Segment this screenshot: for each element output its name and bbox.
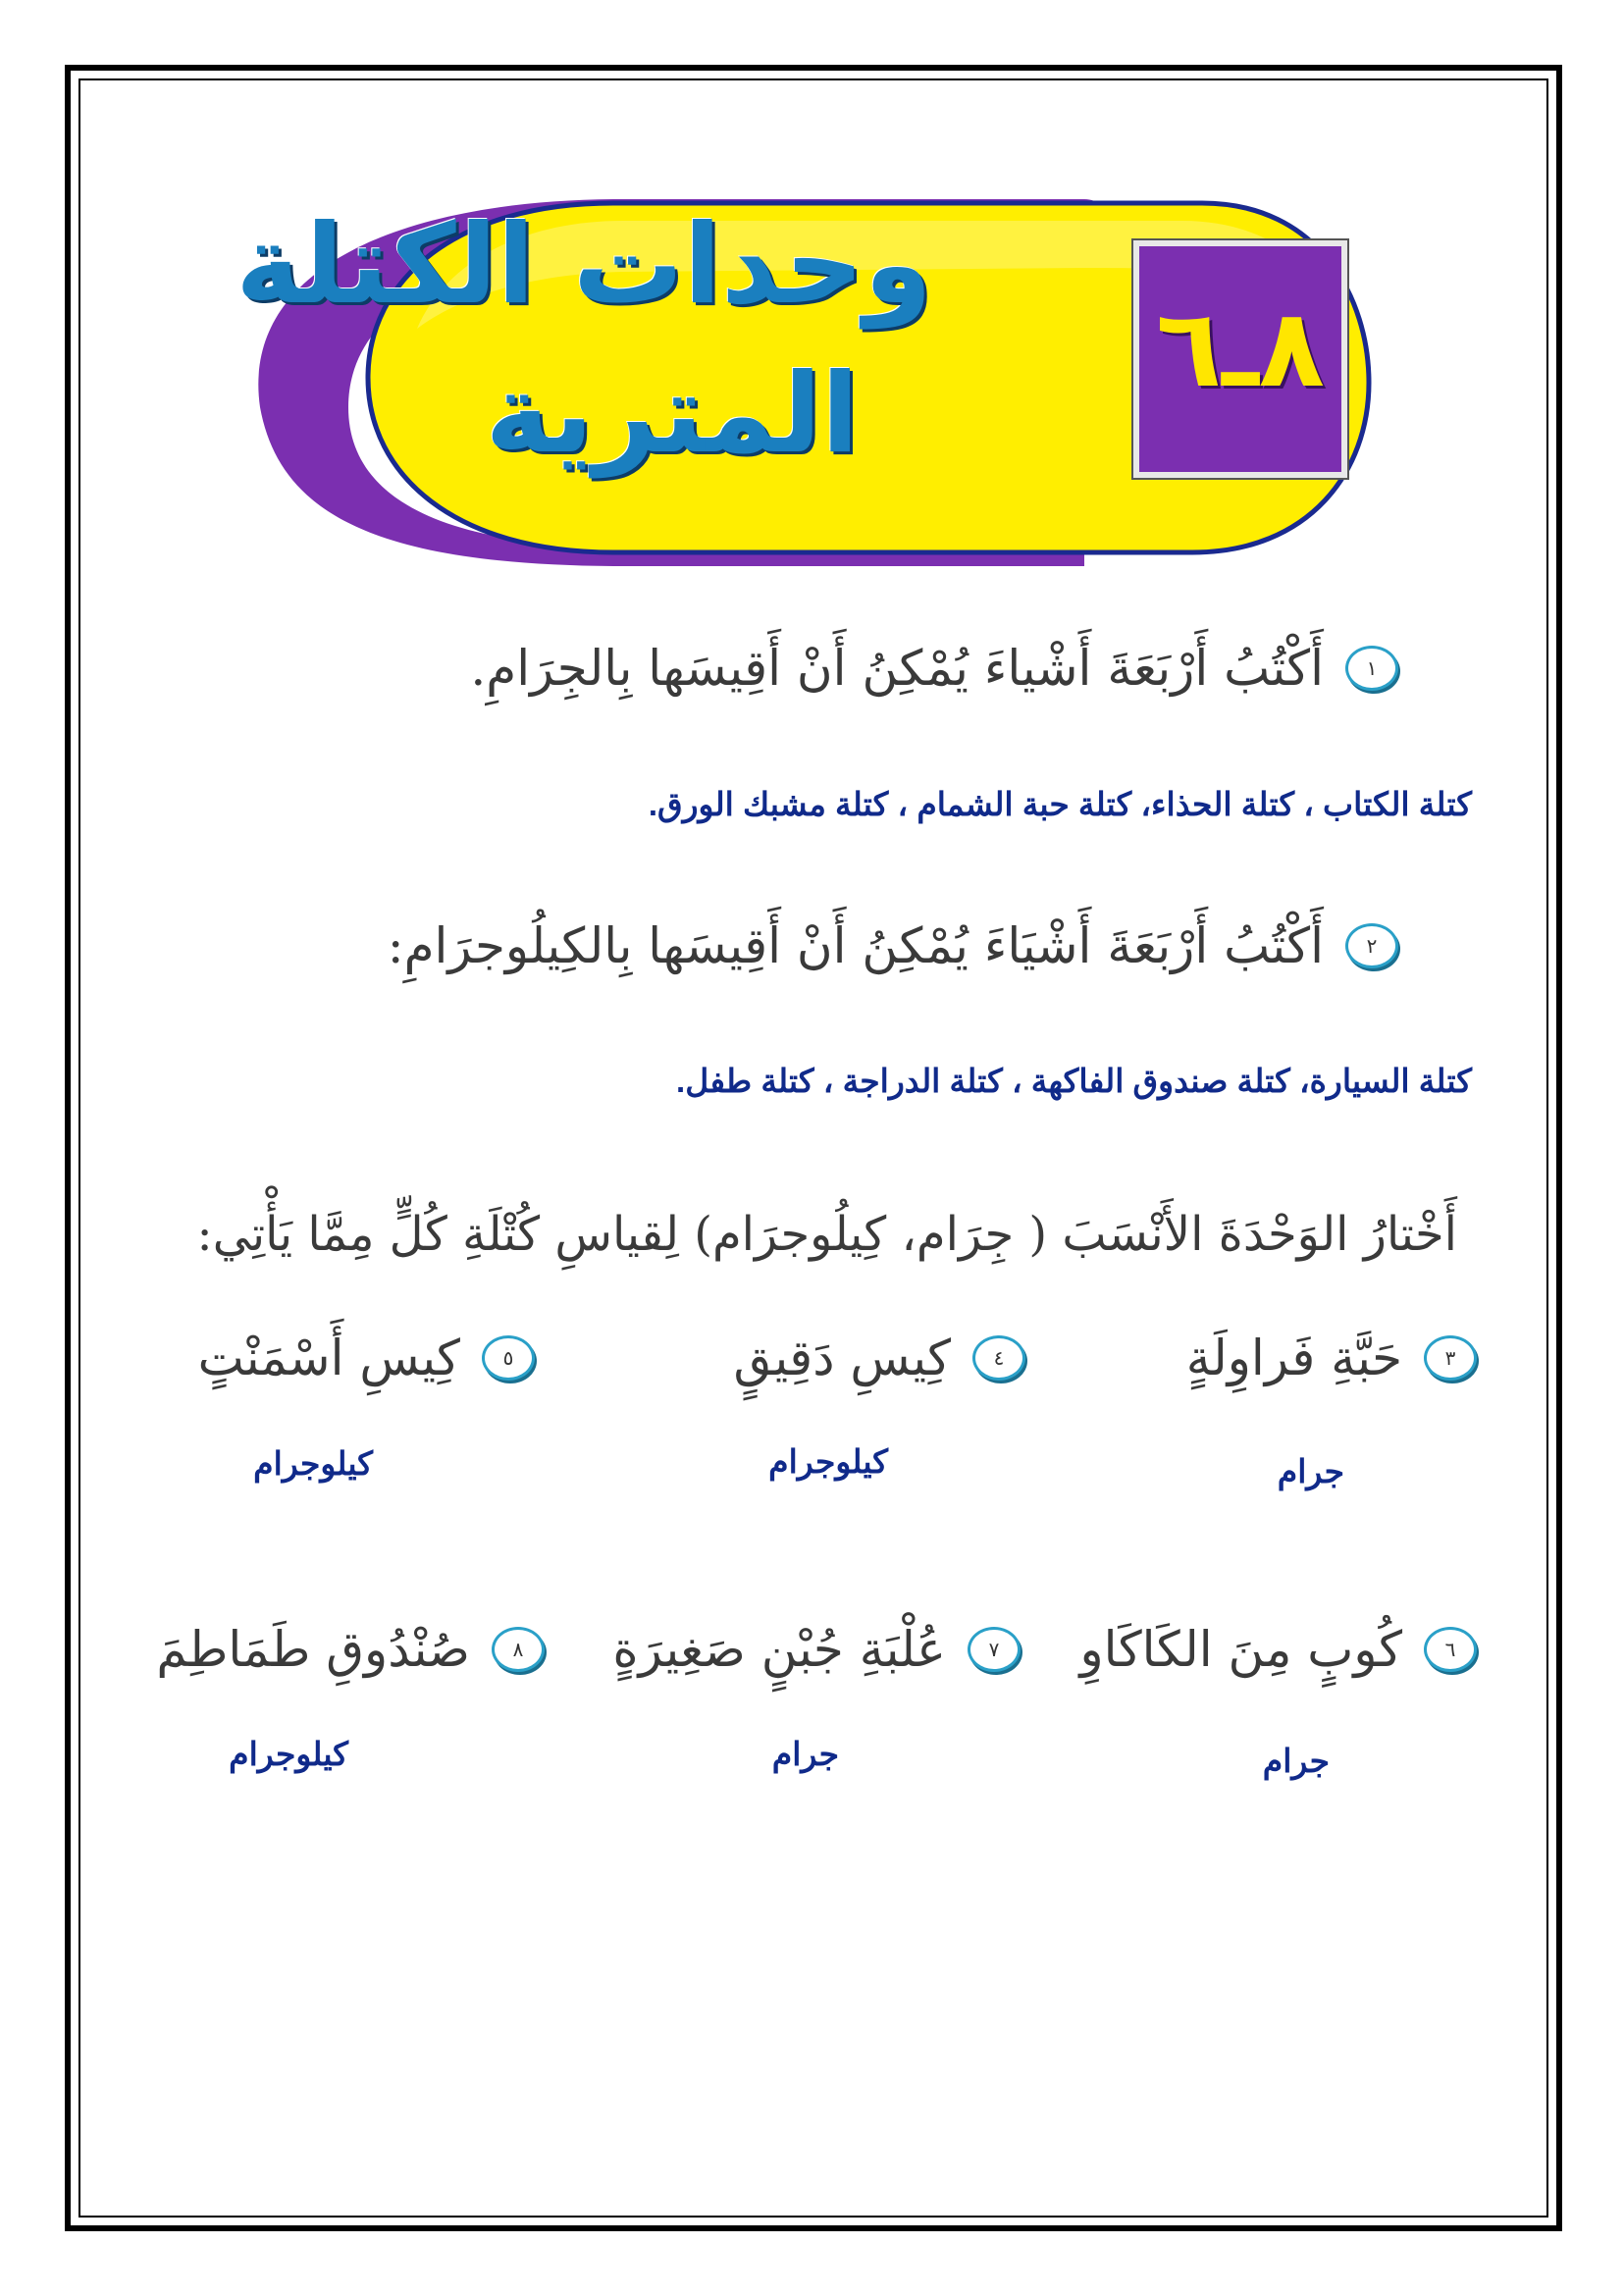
question-1 bbox=[470, 640, 1398, 697]
lesson-title-line-2: المترية bbox=[485, 350, 860, 478]
item-3 bbox=[1186, 1330, 1477, 1386]
question-2 bbox=[388, 917, 1398, 974]
item-number-badge: ٤ bbox=[972, 1335, 1025, 1381]
item-text: كِيسِ أَسْمَنْتٍ bbox=[197, 1330, 460, 1386]
item-text: كِيسِ دَقِيقٍ bbox=[733, 1330, 951, 1386]
lesson-number: ٨ـ٦ bbox=[1156, 286, 1325, 411]
item-6 bbox=[1080, 1621, 1478, 1678]
answer-1: كتلة الكتاب ، كتلة الحذاء، كتلة حبة الشمام ، كتلة مشبك الورق. bbox=[648, 786, 1472, 822]
item-number-badge: ٨ bbox=[492, 1627, 545, 1672]
item-7 bbox=[612, 1621, 1021, 1678]
item-text: كُوبٍ مِنَ الكَاكَاوِ bbox=[1079, 1621, 1402, 1678]
item-number-badge: ٥ bbox=[482, 1335, 535, 1381]
answer-2: كتلة السيارة، كتلة صندوق الفاكهة ، كتلة الدراجة ، كتلة طفل. bbox=[676, 1063, 1472, 1099]
item-8-answer: كيلوجرام bbox=[229, 1736, 348, 1772]
item-4-answer: كيلوجرام bbox=[768, 1443, 888, 1480]
item-number-badge: ٣ bbox=[1424, 1335, 1477, 1381]
lesson-title-line-1: وحدات الكتلة bbox=[236, 201, 932, 329]
item-number-badge: ٧ bbox=[968, 1627, 1021, 1672]
item-5-answer: كيلوجرام bbox=[253, 1445, 373, 1482]
item-5 bbox=[198, 1330, 535, 1386]
lesson-number-box bbox=[1133, 240, 1347, 478]
item-8 bbox=[156, 1621, 545, 1678]
item-3-answer: جرام bbox=[1277, 1453, 1344, 1489]
item-text: عُلْبَةِ جُبْنٍ صَغِيرَةٍ bbox=[612, 1621, 946, 1678]
instruction-text: أَخْتارُ الوَحْدَةَ الأَنْسَبَ ( جِرَام، كِيلُوجرَام) لِقياسِ كُتْلَةِ كُلٍّ مِمَّا يَأْتِي: bbox=[196, 1207, 1457, 1262]
item-text: حَبَّةِ فَراوِلَةٍ bbox=[1185, 1330, 1402, 1386]
question-text: أَكْتُبُ أَرْبَعَةَ أَشْياءَ يُمْكِنُ أَنْ أَقِيسَها بِالجِرَامِ. bbox=[470, 640, 1324, 697]
item-number-badge: ٦ bbox=[1424, 1627, 1477, 1672]
title-banner bbox=[201, 182, 1384, 574]
item-6-answer: جرام bbox=[1262, 1743, 1330, 1779]
item-4 bbox=[734, 1330, 1025, 1386]
question-text: أَكْتُبُ أَرْبَعَةَ أَشْيَاءَ يُمْكِنُ أَنْ أَقِيسَها بِالكِيلُوجرَامِ: bbox=[387, 917, 1324, 974]
question-number-badge: ١ bbox=[1345, 646, 1398, 691]
item-7-answer: جرام bbox=[771, 1736, 839, 1772]
item-text: صُنْدُوقِ طَمَاطِمَ bbox=[156, 1621, 470, 1678]
question-number-badge: ٢ bbox=[1345, 923, 1398, 968]
